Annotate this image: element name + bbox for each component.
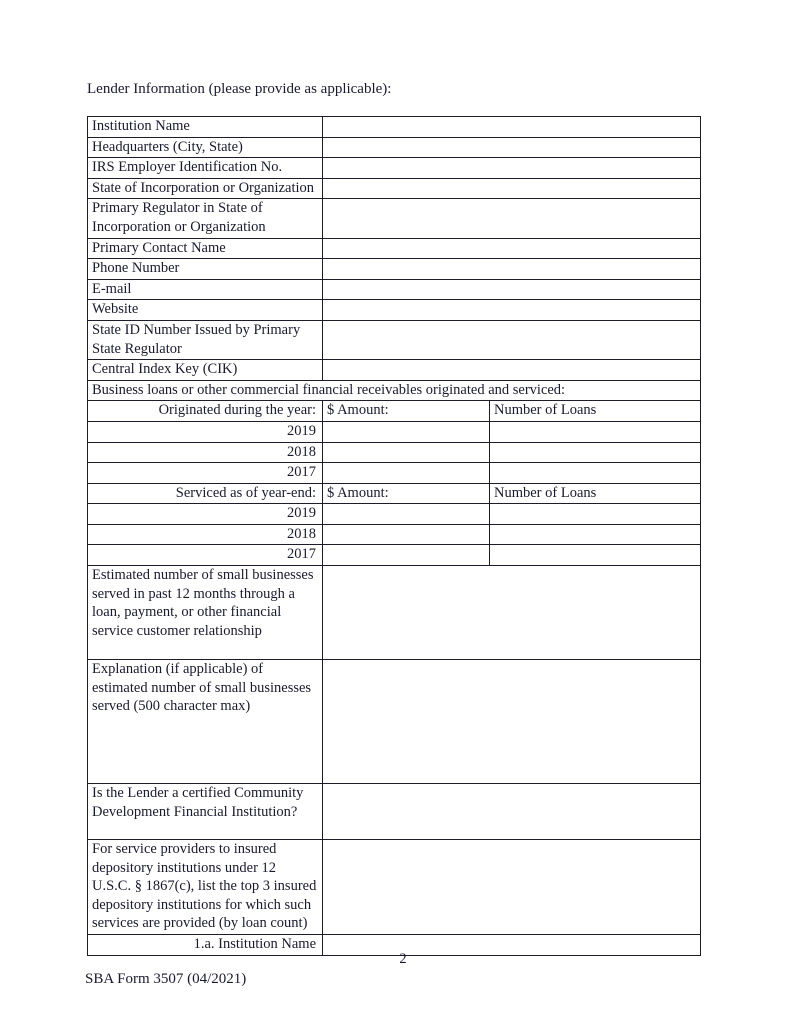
table-row <box>88 178 701 199</box>
field-value-primary-regulator[interactable] <box>323 199 701 238</box>
field-value-serviced-2018-loans[interactable] <box>490 524 701 545</box>
table-row <box>88 463 701 484</box>
field-value-serviced-2018-amount[interactable] <box>323 524 490 545</box>
column-header-serviced-amount: $ Amount: <box>323 483 490 504</box>
year-label-originated-2019: 2019 <box>88 421 323 442</box>
table-row <box>88 320 701 359</box>
field-value-originated-2017-amount[interactable] <box>323 463 490 484</box>
field-value-primary-contact-name[interactable] <box>323 238 701 259</box>
field-label-institution-name-1a: 1.a. Institution Name <box>88 935 323 956</box>
field-label-irs-ein: IRS Employer Identification No. <box>88 158 323 179</box>
table-row <box>88 279 701 300</box>
column-header-originated-loans: Number of Loans <box>490 401 701 422</box>
year-label-originated-2018: 2018 <box>88 442 323 463</box>
field-label-headquarters: Headquarters (City, State) <box>88 137 323 158</box>
page-title: Lender Information (please provide as applicable): <box>87 81 392 97</box>
field-value-originated-2019-amount[interactable] <box>323 421 490 442</box>
field-label-phone-number: Phone Number <box>88 259 323 280</box>
field-value-institution-name[interactable] <box>323 117 701 138</box>
field-value-central-index-key[interactable] <box>323 360 701 381</box>
table-row <box>88 199 701 238</box>
table-row <box>88 238 701 259</box>
footer-form-identifier: SBA Form 3507 (04/2021) <box>85 971 247 987</box>
table-row <box>88 421 701 442</box>
table-row <box>88 158 701 179</box>
field-label-central-index-key: Central Index Key (CIK) <box>88 360 323 381</box>
table-row <box>88 117 701 138</box>
table-row <box>88 442 701 463</box>
field-value-state-of-incorporation[interactable] <box>323 178 701 199</box>
field-value-serviced-2019-amount[interactable] <box>323 504 490 525</box>
field-value-irs-ein[interactable] <box>323 158 701 179</box>
column-header-originated-amount: $ Amount: <box>323 401 490 422</box>
subheader-originated-during-year: Originated during the year: <box>88 401 323 422</box>
subheader-serviced-as-of-year-end: Serviced as of year-end: <box>88 483 323 504</box>
table-row <box>88 524 701 545</box>
field-label-institution-name: Institution Name <box>88 117 323 138</box>
field-value-estimated-small-businesses[interactable] <box>323 566 701 660</box>
field-value-service-providers[interactable] <box>323 840 701 935</box>
field-value-headquarters[interactable] <box>323 137 701 158</box>
table-row <box>88 784 701 840</box>
field-label-website: Website <box>88 300 323 321</box>
table-row <box>88 504 701 525</box>
field-value-serviced-2017-amount[interactable] <box>323 545 490 566</box>
table-row <box>88 566 701 660</box>
table-row <box>88 137 701 158</box>
field-label-primary-contact-name: Primary Contact Name <box>88 238 323 259</box>
field-label-explanation: Explanation (if applicable) of estimated number of small businesses served (500 character max) <box>88 660 323 784</box>
year-label-serviced-2018: 2018 <box>88 524 323 545</box>
field-value-website[interactable] <box>323 300 701 321</box>
table-row <box>88 660 701 784</box>
column-header-serviced-loans: Number of Loans <box>490 483 701 504</box>
field-value-originated-2018-amount[interactable] <box>323 442 490 463</box>
field-label-state-of-incorporation: State of Incorporation or Organization <box>88 178 323 199</box>
field-label-state-id-number: State ID Number Issued by Primary State Regulator <box>88 320 323 359</box>
table-row <box>88 401 701 422</box>
field-label-cdfi: Is the Lender a certified Community Development Financial Institution? <box>88 784 323 840</box>
lender-information-table <box>87 116 701 956</box>
field-value-email[interactable] <box>323 279 701 300</box>
table-row <box>88 483 701 504</box>
field-value-originated-2017-loans[interactable] <box>490 463 701 484</box>
field-label-service-providers: For service providers to insured depository institutions under 12 U.S.C. § 1867(c), list the top 3 insured depository institutions for which such services are provided (by loan count) <box>88 840 323 935</box>
table-row <box>88 380 701 401</box>
field-value-serviced-2017-loans[interactable] <box>490 545 701 566</box>
table-row <box>88 360 701 381</box>
table-row <box>88 545 701 566</box>
table-row <box>88 259 701 280</box>
section-heading-business-loans: Business loans or other commercial financial receivables originated and serviced: <box>88 380 701 401</box>
field-value-originated-2018-loans[interactable] <box>490 442 701 463</box>
table-row <box>88 300 701 321</box>
field-label-estimated-small-businesses: Estimated number of small businesses served in past 12 months through a loan, payment, or other financial service customer relationship <box>88 566 323 660</box>
year-label-originated-2017: 2017 <box>88 463 323 484</box>
field-label-primary-regulator: Primary Regulator in State of Incorporation or Organization <box>88 199 323 238</box>
table-row <box>88 840 701 935</box>
page-number: 2 <box>399 951 407 967</box>
field-value-originated-2019-loans[interactable] <box>490 421 701 442</box>
field-value-serviced-2019-loans[interactable] <box>490 504 701 525</box>
year-label-serviced-2019: 2019 <box>88 504 323 525</box>
year-label-serviced-2017: 2017 <box>88 545 323 566</box>
field-value-phone-number[interactable] <box>323 259 701 280</box>
field-label-email: E-mail <box>88 279 323 300</box>
field-value-state-id-number[interactable] <box>323 320 701 359</box>
field-value-explanation[interactable] <box>323 660 701 784</box>
field-value-cdfi[interactable] <box>323 784 701 840</box>
